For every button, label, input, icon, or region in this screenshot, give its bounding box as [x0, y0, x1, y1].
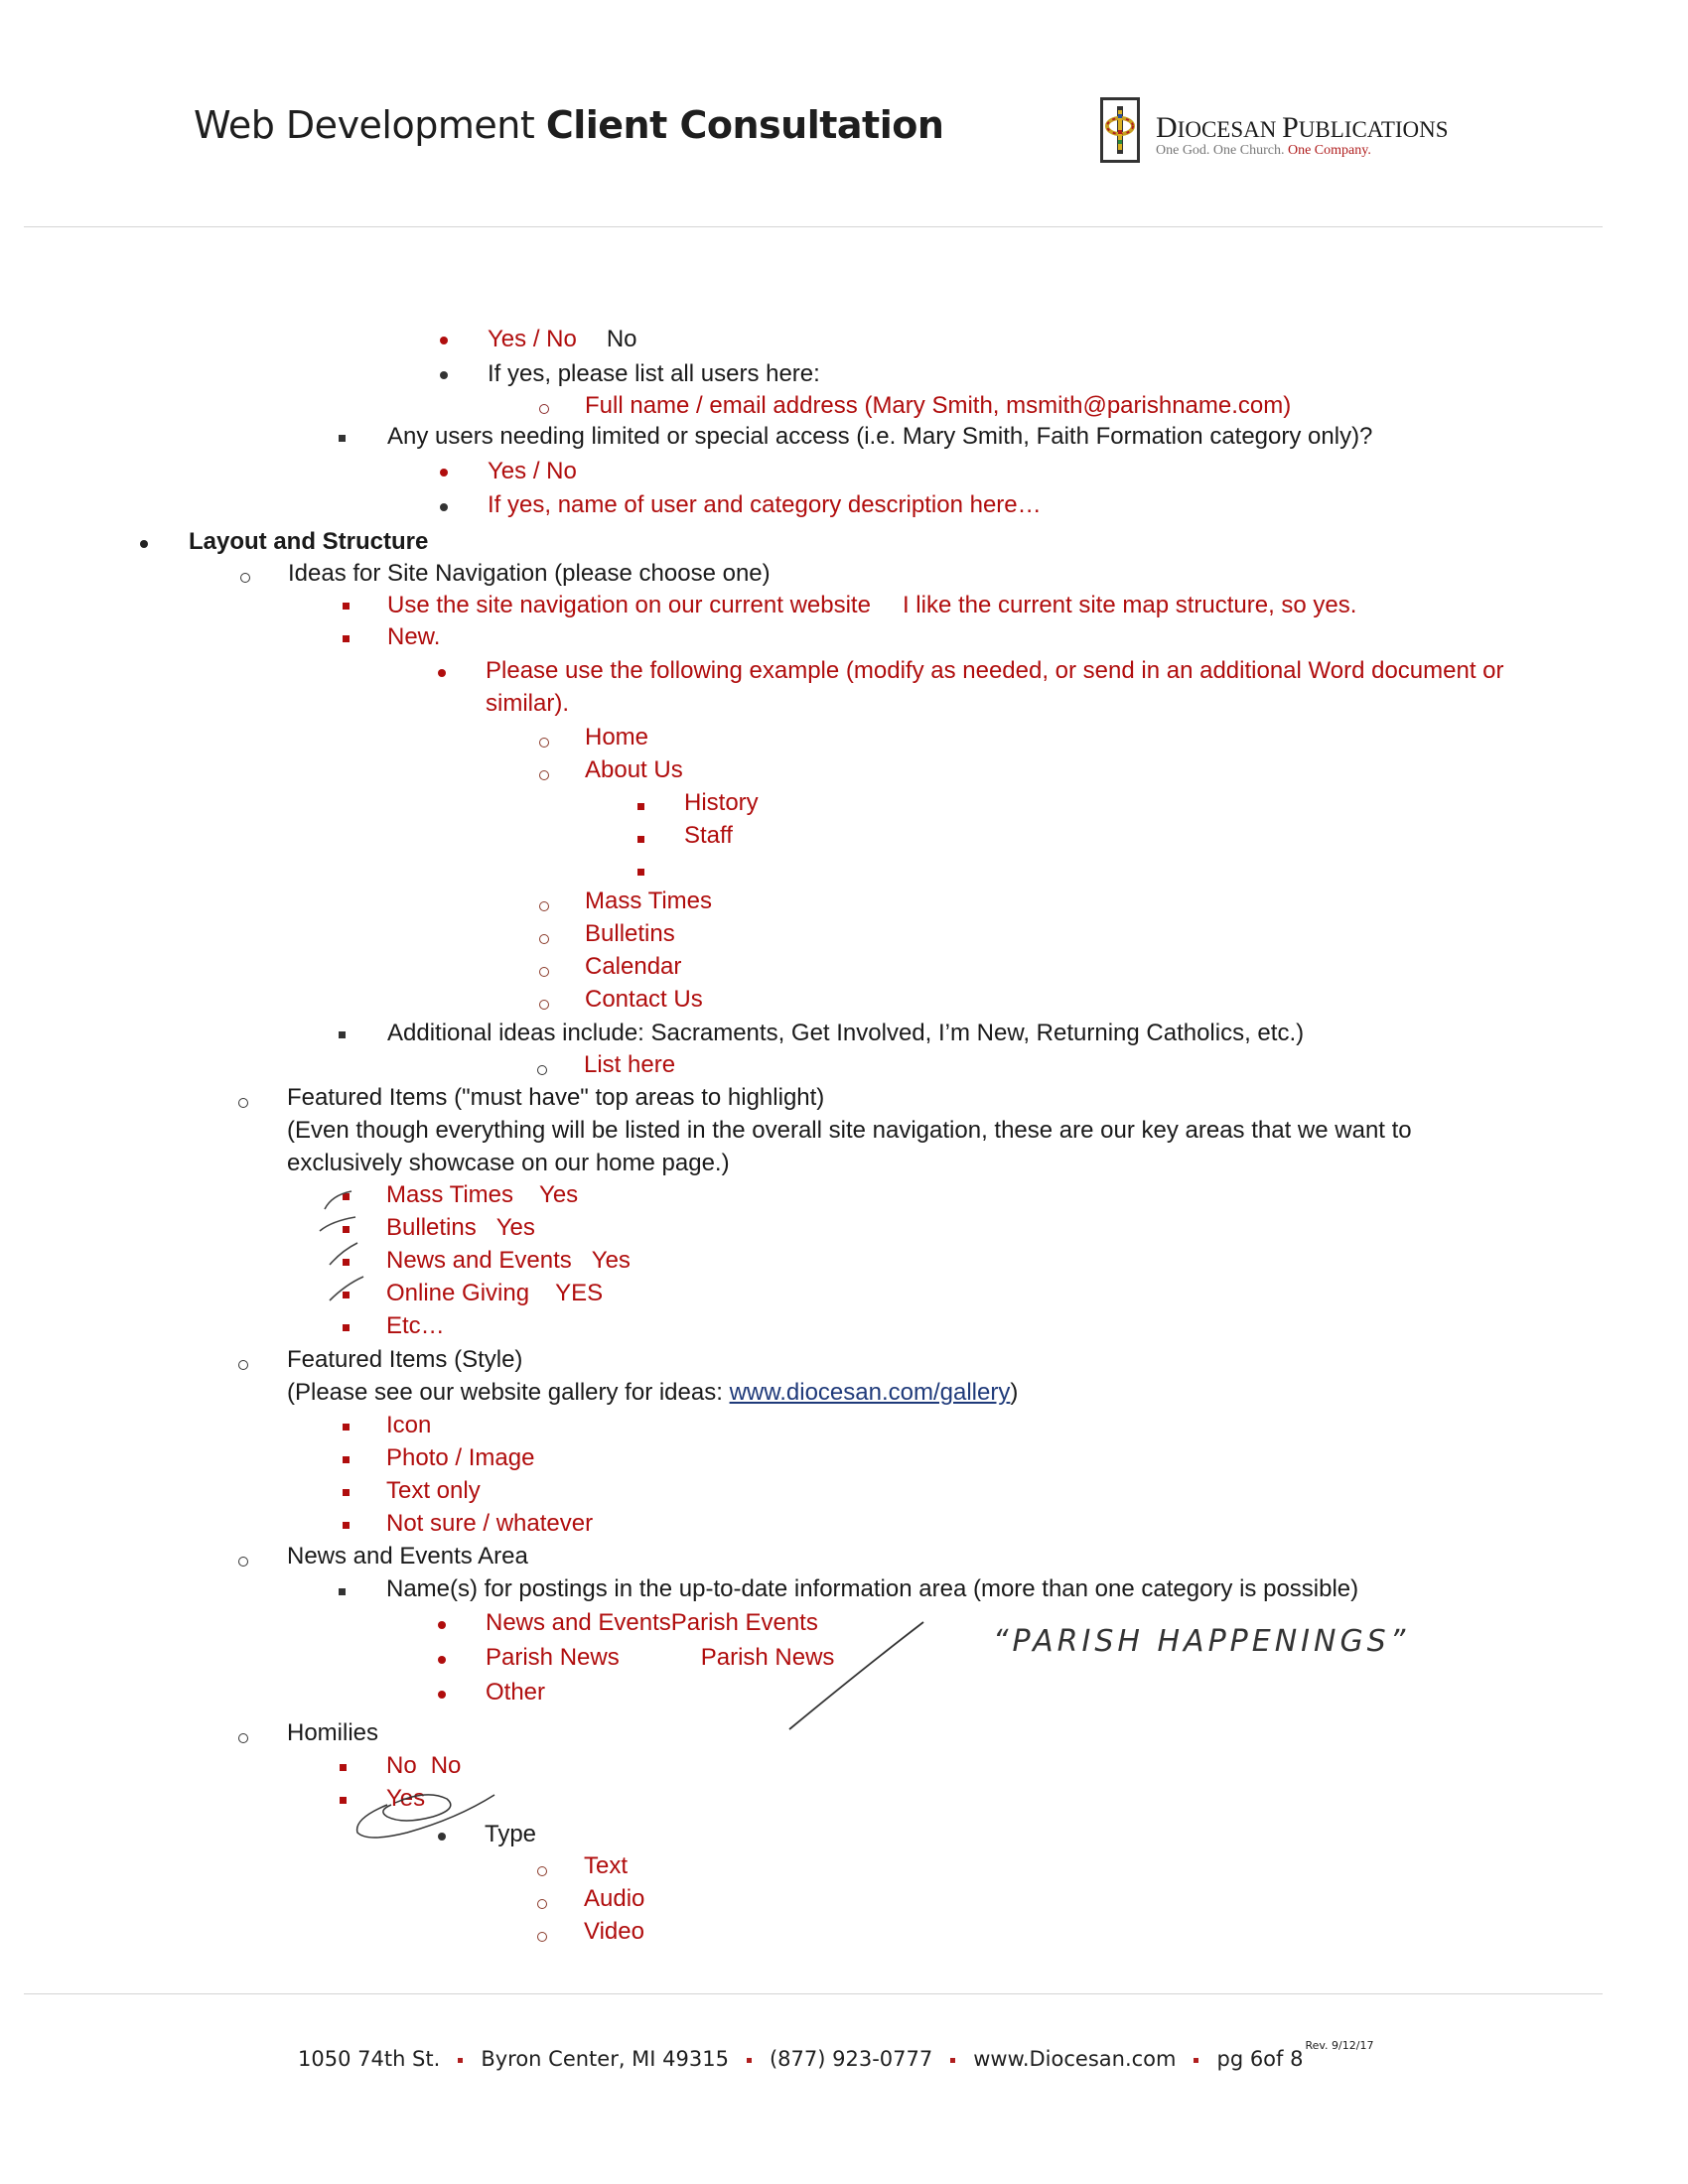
- featured-note-2: exclusively showcase on our home page.): [287, 1150, 730, 1176]
- handwritten-checkmarks-icon: [318, 1181, 377, 1320]
- bullet-square: [343, 1424, 350, 1431]
- bullet-disc: [140, 540, 148, 548]
- bullet-disc: [438, 1691, 446, 1699]
- bullet-circle: [238, 1360, 248, 1370]
- bullet-disc: [438, 1621, 446, 1629]
- bullet-square: [343, 1456, 350, 1463]
- news-option-3: Other: [486, 1679, 546, 1706]
- limited-access-question: Any users needing limited or special access (i.e. Mary Smith, Faith Formation category only)?: [387, 423, 1373, 450]
- bullet-square: [340, 1797, 347, 1804]
- homilies-type-text: Text: [584, 1852, 629, 1879]
- homilies-type: Type: [485, 1821, 537, 1847]
- bullet-disc: [440, 469, 448, 477]
- style-option-photo: Photo / Image: [386, 1444, 535, 1471]
- bullet-circle: [539, 967, 549, 977]
- style-option-text-only: Text only: [386, 1477, 481, 1504]
- bullet-circle: [238, 1733, 248, 1743]
- nav-subitem-history: History: [684, 789, 759, 816]
- bullet-square: [343, 1522, 350, 1529]
- logo-name: DIOCESAN PUBLICATIONS: [1156, 111, 1449, 144]
- bullet-disc: [440, 503, 448, 511]
- nav-item-mass-times: Mass Times: [585, 887, 713, 914]
- bullet-circle: [537, 1065, 547, 1075]
- nav-item-bulletins: Bulletins: [585, 920, 675, 947]
- bullet-circle: [539, 934, 549, 944]
- footer: [298, 2039, 1374, 2071]
- homilies-type-audio: Audio: [584, 1885, 645, 1912]
- additional-ideas: Additional ideas include: Sacraments, Get Involved, I’m New, Returning Catholics, etc.): [387, 1020, 1305, 1046]
- homilies-type-video: Video: [584, 1918, 644, 1945]
- bullet-disc: [440, 337, 448, 344]
- bullet-square: [343, 1489, 350, 1496]
- news-heading: News and Events Area: [287, 1543, 528, 1570]
- footer-phone: (877) 923-0777: [769, 2047, 933, 2071]
- style-option-not-sure: Not sure / whatever: [386, 1510, 594, 1537]
- option-current-website: Use the site navigation on our current website I like the current site map structure, so yes.: [387, 592, 1357, 618]
- bullet-circle: [238, 1557, 248, 1567]
- bullet-square: [343, 1324, 350, 1331]
- bullet-disc: [438, 1833, 446, 1841]
- news-question: Name(s) for postings in the up-to-date information area (more than one category is possible): [386, 1575, 1359, 1602]
- gallery-link[interactable]: www.diocesan.com/gallery: [729, 1379, 1011, 1406]
- homilies-heading: Homilies: [287, 1719, 379, 1746]
- users-list-prompt: If yes, please list all users here:: [488, 360, 820, 387]
- style-option-icon: Icon: [386, 1412, 432, 1438]
- featured-heading: Featured Items ("must have" top areas to highlight): [287, 1084, 825, 1111]
- example-intro-2: similar).: [486, 690, 569, 717]
- bullet-square: [343, 603, 350, 610]
- homilies-no: No No: [386, 1752, 462, 1779]
- bullet-square: [339, 435, 346, 442]
- option-current-answer: I like the current site map structure, so yes.: [902, 592, 1357, 618]
- bullet-circle: [537, 1932, 547, 1942]
- featured-item-bulletins: Bulletins Yes: [386, 1214, 535, 1241]
- bullet-circle: [537, 1899, 547, 1909]
- footer-city: Byron Center, MI 49315: [481, 2047, 729, 2071]
- bullet-square: [637, 869, 644, 876]
- featured-item-etc: Etc…: [386, 1312, 445, 1339]
- bullet-circle: [539, 1000, 549, 1010]
- bullet-circle: [240, 573, 250, 583]
- news-option-2: Parish News Parish News: [486, 1644, 835, 1671]
- bullet-square: [343, 635, 350, 642]
- news-option-1: News and EventsParish Events: [486, 1609, 818, 1636]
- header-divider: [24, 226, 1603, 227]
- bullet-disc: [438, 1656, 446, 1664]
- bullet-square: [339, 1588, 346, 1595]
- bullet-square: [637, 836, 644, 843]
- bullet-circle: [539, 770, 549, 780]
- featured-item-online-giving: Online Giving YES: [386, 1280, 604, 1306]
- featured-note-1: (Even though everything will be listed in the overall site navigation, these are our key areas that we want to: [287, 1117, 1412, 1144]
- option-new: New.: [387, 623, 441, 650]
- nav-item-home: Home: [585, 724, 649, 751]
- bullet-disc: [440, 371, 448, 379]
- nav-subitem-staff: Staff: [684, 822, 733, 849]
- bullet-circle: [539, 404, 549, 414]
- handwritten-circle-icon: [348, 1783, 506, 1843]
- featured-item-news-events: News and Events Yes: [386, 1247, 631, 1274]
- style-heading: Featured Items (Style): [287, 1346, 523, 1373]
- users-yes-no: Yes / No No: [488, 326, 637, 352]
- bullet-square: [637, 803, 644, 810]
- diocesan-logo: [1100, 97, 1497, 167]
- handwritten-slash-icon: [784, 1618, 933, 1737]
- featured-item-mass-times: Mass Times Yes: [386, 1181, 579, 1208]
- layout-heading: Layout and Structure: [189, 528, 429, 555]
- title-bold: Client Consultation: [545, 103, 944, 147]
- list-here: List here: [584, 1051, 676, 1078]
- page-title: [194, 103, 943, 147]
- limited-yes-no: Yes / No: [488, 458, 577, 484]
- bullet-circle: [539, 738, 549, 748]
- bullet-circle: [539, 901, 549, 911]
- style-note: (Please see our website gallery for ideas: www.diocesan.com/gallery): [287, 1379, 1019, 1406]
- homilies-yes: Yes: [386, 1785, 426, 1812]
- cross-logo-icon: [1100, 97, 1140, 163]
- nav-item-calendar: Calendar: [585, 953, 682, 980]
- footer-page-number: pg 6of 8: [1216, 2047, 1304, 2071]
- footer-divider: [24, 1993, 1603, 1994]
- footer-website: www.Diocesan.com: [973, 2047, 1177, 2071]
- title-light: Web Development: [194, 103, 546, 147]
- nav-item-contact-us: Contact Us: [585, 986, 703, 1013]
- users-list-example: Full name / email address (Mary Smith, msmith@parishname.com): [585, 392, 1292, 419]
- footer-address: 1050 74th St.: [298, 2047, 441, 2071]
- bullet-disc: [438, 669, 446, 677]
- example-intro-1: Please use the following example (modify as needed, or send in an additional Word document or: [486, 657, 1504, 684]
- bullet-square: [339, 1031, 346, 1038]
- bullet-square: [340, 1764, 347, 1771]
- nav-item-about-us: About Us: [585, 756, 683, 783]
- handwritten-note: “PARISH HAPPENINGS”: [993, 1624, 1410, 1659]
- nav-ideas: Ideas for Site Navigation (please choose one): [288, 560, 771, 587]
- footer-revision: Rev. 9/12/17: [1305, 2039, 1374, 2052]
- users-yes-no-answer: No: [606, 326, 637, 352]
- bullet-circle: [537, 1866, 547, 1876]
- bullet-circle: [238, 1098, 248, 1108]
- logo-tagline: One God. One Church. One Company.: [1156, 143, 1371, 158]
- limited-desc: If yes, name of user and category description here…: [488, 491, 1042, 518]
